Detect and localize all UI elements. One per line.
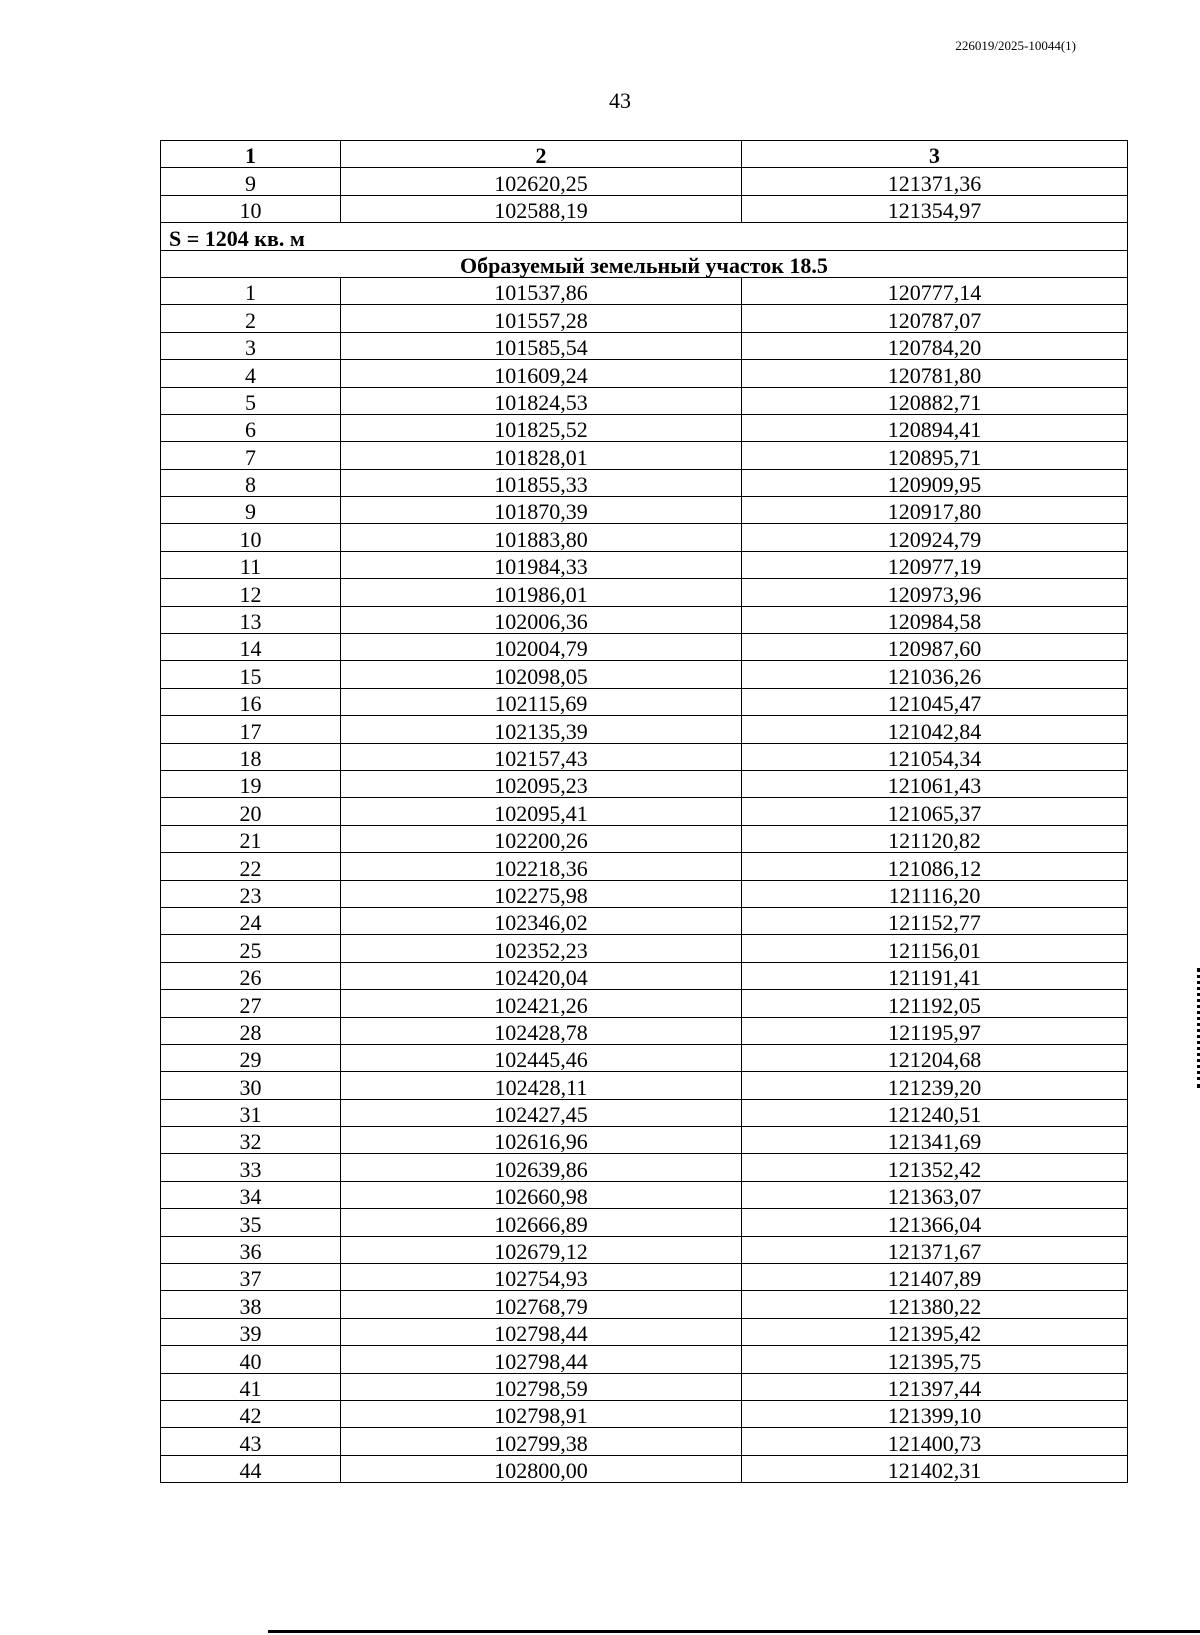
point-number-cell: 21 (161, 825, 341, 852)
table-row (161, 497, 1128, 524)
x-coordinate-cell: 102798,59 (341, 1373, 742, 1400)
table-row (161, 1017, 1128, 1044)
table-row (161, 1428, 1128, 1455)
header-col-1: 1 (161, 141, 341, 168)
point-number-cell: 20 (161, 798, 341, 825)
scan-edge-mark (1194, 968, 1200, 1088)
coordinates-table-body (161, 141, 1128, 1483)
y-coordinate-cell: 120984,58 (742, 606, 1128, 633)
y-coordinate-cell: 120909,95 (742, 469, 1128, 496)
y-coordinate-cell: 121156,01 (742, 935, 1128, 962)
x-coordinate-cell: 102427,45 (341, 1099, 742, 1126)
table-row (161, 1181, 1128, 1208)
point-number-cell: 30 (161, 1072, 341, 1099)
x-coordinate-cell: 101537,86 (341, 277, 742, 304)
point-number-cell: 13 (161, 606, 341, 633)
header-col-3: 3 (742, 141, 1128, 168)
table-row (161, 907, 1128, 934)
x-coordinate-cell: 102421,26 (341, 990, 742, 1017)
point-number-cell: 16 (161, 688, 341, 715)
y-coordinate-cell: 121152,77 (742, 907, 1128, 934)
y-coordinate-cell: 121045,47 (742, 688, 1128, 715)
table-row (161, 1291, 1128, 1318)
table-row (161, 524, 1128, 551)
x-coordinate-cell: 102445,46 (341, 1044, 742, 1071)
x-coordinate-cell: 102798,44 (341, 1318, 742, 1345)
y-coordinate-cell: 121116,20 (742, 880, 1128, 907)
point-number-cell: 19 (161, 770, 341, 797)
table-row (161, 853, 1128, 880)
x-coordinate-cell: 101883,80 (341, 524, 742, 551)
point-number-cell: 2 (161, 305, 341, 332)
table-row (161, 1373, 1128, 1400)
x-coordinate-cell: 102004,79 (341, 634, 742, 661)
table-row (161, 770, 1128, 797)
point-number-cell: 41 (161, 1373, 341, 1400)
x-coordinate-cell: 102275,98 (341, 880, 742, 907)
point-number-cell: 23 (161, 880, 341, 907)
point-number-cell: 18 (161, 743, 341, 770)
table-row (161, 962, 1128, 989)
point-number-cell: 42 (161, 1400, 341, 1427)
x-coordinate-cell: 102420,04 (341, 962, 742, 989)
x-coordinate-cell: 101986,01 (341, 579, 742, 606)
y-coordinate-cell: 120787,07 (742, 305, 1128, 332)
x-coordinate-cell: 101557,28 (341, 305, 742, 332)
x-coordinate-cell: 102352,23 (341, 935, 742, 962)
x-coordinate-cell: 102616,96 (341, 1127, 742, 1154)
point-number-cell: 10 (161, 524, 341, 551)
table-row (161, 195, 1128, 222)
table-row (161, 551, 1128, 578)
table-row (161, 1264, 1128, 1291)
y-coordinate-cell: 121054,34 (742, 743, 1128, 770)
y-coordinate-cell: 121366,04 (742, 1209, 1128, 1236)
x-coordinate-cell: 102095,23 (341, 770, 742, 797)
x-coordinate-cell: 102660,98 (341, 1181, 742, 1208)
x-coordinate-cell: 102200,26 (341, 825, 742, 852)
point-number-cell: 17 (161, 716, 341, 743)
x-coordinate-cell: 102666,89 (341, 1209, 742, 1236)
table-row (161, 1209, 1128, 1236)
x-coordinate-cell: 102639,86 (341, 1154, 742, 1181)
point-number-cell: 39 (161, 1318, 341, 1345)
point-number-cell: 25 (161, 935, 341, 962)
y-coordinate-cell: 120777,14 (742, 277, 1128, 304)
table-row (161, 1400, 1128, 1427)
point-number-cell: 34 (161, 1181, 341, 1208)
area-row (161, 223, 1128, 250)
table-row (161, 880, 1128, 907)
y-coordinate-cell: 121397,44 (742, 1373, 1128, 1400)
table-row (161, 469, 1128, 496)
y-coordinate-cell: 120973,96 (742, 579, 1128, 606)
y-coordinate-cell: 121240,51 (742, 1099, 1128, 1126)
x-coordinate-cell: 101585,54 (341, 332, 742, 359)
x-coordinate-cell: 102115,69 (341, 688, 742, 715)
x-coordinate-cell: 101984,33 (341, 551, 742, 578)
x-coordinate-cell: 102006,36 (341, 606, 742, 633)
y-coordinate-cell: 120917,80 (742, 497, 1128, 524)
table-row (161, 743, 1128, 770)
point-number-cell: 9 (161, 168, 341, 195)
table-row (161, 935, 1128, 962)
table-row (161, 688, 1128, 715)
table-row (161, 277, 1128, 304)
x-coordinate-cell: 102798,91 (341, 1400, 742, 1427)
point-number-cell: 38 (161, 1291, 341, 1318)
table-row (161, 716, 1128, 743)
x-coordinate-cell: 101609,24 (341, 360, 742, 387)
y-coordinate-cell: 120924,79 (742, 524, 1128, 551)
x-coordinate-cell: 102135,39 (341, 716, 742, 743)
point-number-cell: 3 (161, 332, 341, 359)
table-row (161, 442, 1128, 469)
y-coordinate-cell: 120781,80 (742, 360, 1128, 387)
y-coordinate-cell: 121371,36 (742, 168, 1128, 195)
y-coordinate-cell: 121395,42 (742, 1318, 1128, 1345)
y-coordinate-cell: 120977,19 (742, 551, 1128, 578)
page-number: 43 (609, 88, 631, 113)
x-coordinate-cell: 102157,43 (341, 743, 742, 770)
x-coordinate-cell: 102428,78 (341, 1017, 742, 1044)
point-number-cell: 12 (161, 579, 341, 606)
y-coordinate-cell: 121341,69 (742, 1127, 1128, 1154)
y-coordinate-cell: 121402,31 (742, 1455, 1128, 1482)
y-coordinate-cell: 121086,12 (742, 853, 1128, 880)
table-row (161, 168, 1128, 195)
y-coordinate-cell: 121399,10 (742, 1400, 1128, 1427)
y-coordinate-cell: 121400,73 (742, 1428, 1128, 1455)
y-coordinate-cell: 121352,42 (742, 1154, 1128, 1181)
y-coordinate-cell: 121371,67 (742, 1236, 1128, 1263)
x-coordinate-cell: 101824,53 (341, 387, 742, 414)
table-row (161, 387, 1128, 414)
y-coordinate-cell: 121192,05 (742, 990, 1128, 1017)
point-number-cell: 40 (161, 1346, 341, 1373)
x-coordinate-cell: 102098,05 (341, 661, 742, 688)
table-row (161, 825, 1128, 852)
point-number-cell: 26 (161, 962, 341, 989)
y-coordinate-cell: 121036,26 (742, 661, 1128, 688)
point-number-cell: 15 (161, 661, 341, 688)
x-coordinate-cell: 102095,41 (341, 798, 742, 825)
coordinates-table (160, 140, 1128, 1483)
x-coordinate-cell: 102428,11 (341, 1072, 742, 1099)
point-number-cell: 44 (161, 1455, 341, 1482)
point-number-cell: 35 (161, 1209, 341, 1236)
x-coordinate-cell: 101825,52 (341, 414, 742, 441)
x-coordinate-cell: 102754,93 (341, 1264, 742, 1291)
y-coordinate-cell: 121363,07 (742, 1181, 1128, 1208)
x-coordinate-cell: 102798,44 (341, 1346, 742, 1373)
document-number: 226019/2025-10044(1) (955, 38, 1076, 53)
point-number-cell: 7 (161, 442, 341, 469)
x-coordinate-cell: 102588,19 (341, 195, 742, 222)
area-label: S = 1204 кв. м (161, 223, 1128, 250)
y-coordinate-cell: 121061,43 (742, 770, 1128, 797)
point-number-cell: 32 (161, 1127, 341, 1154)
y-coordinate-cell: 121191,41 (742, 962, 1128, 989)
table-row (161, 360, 1128, 387)
table-row (161, 1318, 1128, 1345)
table-row (161, 1127, 1128, 1154)
x-coordinate-cell: 102800,00 (341, 1455, 742, 1482)
section-title: Образуемый земельный участок 18.5 (161, 250, 1128, 277)
table-row (161, 1072, 1128, 1099)
point-number-cell: 43 (161, 1428, 341, 1455)
point-number-cell: 33 (161, 1154, 341, 1181)
y-coordinate-cell: 120895,71 (742, 442, 1128, 469)
point-number-cell: 27 (161, 990, 341, 1017)
y-coordinate-cell: 120987,60 (742, 634, 1128, 661)
table-header-row (161, 141, 1128, 168)
table-row (161, 990, 1128, 1017)
x-coordinate-cell: 101870,39 (341, 497, 742, 524)
point-number-cell: 5 (161, 387, 341, 414)
table-row (161, 606, 1128, 633)
table-row (161, 1044, 1128, 1071)
table-row (161, 661, 1128, 688)
y-coordinate-cell: 121395,75 (742, 1346, 1128, 1373)
table-row (161, 1346, 1128, 1373)
table-row (161, 1455, 1128, 1482)
y-coordinate-cell: 121195,97 (742, 1017, 1128, 1044)
point-number-cell: 28 (161, 1017, 341, 1044)
point-number-cell: 22 (161, 853, 341, 880)
point-number-cell: 1 (161, 277, 341, 304)
point-number-cell: 8 (161, 469, 341, 496)
point-number-cell: 6 (161, 414, 341, 441)
table-row (161, 1236, 1128, 1263)
point-number-cell: 37 (161, 1264, 341, 1291)
x-coordinate-cell: 102218,36 (341, 853, 742, 880)
x-coordinate-cell: 102346,02 (341, 907, 742, 934)
y-coordinate-cell: 121204,68 (742, 1044, 1128, 1071)
table-row (161, 1154, 1128, 1181)
point-number-cell: 29 (161, 1044, 341, 1071)
y-coordinate-cell: 121354,97 (742, 195, 1128, 222)
y-coordinate-cell: 121407,89 (742, 1264, 1128, 1291)
point-number-cell: 10 (161, 195, 341, 222)
point-number-cell: 31 (161, 1099, 341, 1126)
y-coordinate-cell: 120894,41 (742, 414, 1128, 441)
y-coordinate-cell: 121380,22 (742, 1291, 1128, 1318)
section-title-row (161, 250, 1128, 277)
x-coordinate-cell: 102768,79 (341, 1291, 742, 1318)
table-row (161, 332, 1128, 359)
x-coordinate-cell: 102799,38 (341, 1428, 742, 1455)
x-coordinate-cell: 101855,33 (341, 469, 742, 496)
point-number-cell: 14 (161, 634, 341, 661)
point-number-cell: 24 (161, 907, 341, 934)
point-number-cell: 36 (161, 1236, 341, 1263)
table-row (161, 1099, 1128, 1126)
y-coordinate-cell: 121042,84 (742, 716, 1128, 743)
point-number-cell: 4 (161, 360, 341, 387)
x-coordinate-cell: 101828,01 (341, 442, 742, 469)
y-coordinate-cell: 121065,37 (742, 798, 1128, 825)
header-col-2: 2 (341, 141, 742, 168)
y-coordinate-cell: 120784,20 (742, 332, 1128, 359)
point-number-cell: 9 (161, 497, 341, 524)
x-coordinate-cell: 102620,25 (341, 168, 742, 195)
table-row (161, 579, 1128, 606)
scan-bottom-edge (268, 1630, 1200, 1633)
table-row (161, 798, 1128, 825)
point-number-cell: 11 (161, 551, 341, 578)
table-row (161, 414, 1128, 441)
y-coordinate-cell: 120882,71 (742, 387, 1128, 414)
x-coordinate-cell: 102679,12 (341, 1236, 742, 1263)
y-coordinate-cell: 121239,20 (742, 1072, 1128, 1099)
y-coordinate-cell: 121120,82 (742, 825, 1128, 852)
table-row (161, 634, 1128, 661)
table-row (161, 305, 1128, 332)
